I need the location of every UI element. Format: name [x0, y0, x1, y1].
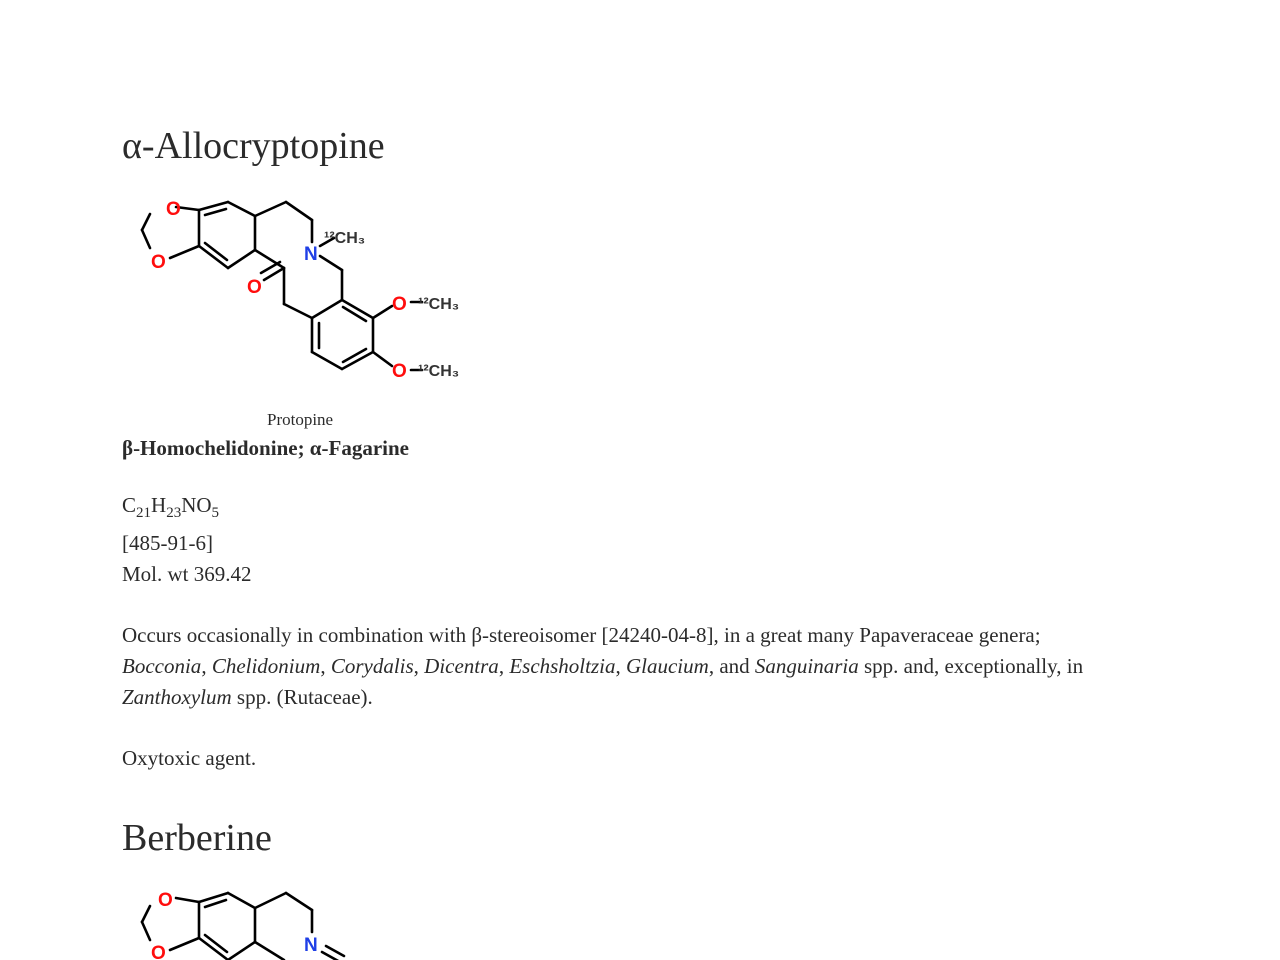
formula-subscript: 23 [166, 505, 182, 521]
separator: , [320, 654, 331, 678]
formula-subscript: 5 [211, 505, 220, 521]
oxygen-atom-label: O [151, 943, 166, 960]
methyl-label: ¹²CH₃ [418, 363, 460, 380]
cas-number: [485-91-6] [122, 531, 213, 555]
molecular-weight: Mol. wt 369.42 [122, 562, 252, 586]
structure-caption: Protopine [267, 410, 334, 429]
occurrence-text: spp. and, exceptionally, in [858, 654, 1084, 678]
oxygen-atom-label: O [166, 199, 181, 220]
genus-name: Glaucium [625, 654, 709, 678]
genus-name: Bocconia [122, 654, 202, 678]
molecular-formula [122, 493, 220, 521]
genus-name: Chelidonium [211, 654, 321, 678]
synonyms: β-Homochelidonine; α-Fagarine [122, 436, 410, 460]
compound-title: Berberine [122, 817, 272, 859]
methyl-label: ¹²CH₃ [418, 296, 460, 313]
formula-element: H [151, 493, 167, 517]
nitrogen-atom-label: N [304, 244, 318, 265]
separator: , [413, 654, 425, 678]
compound-title: α-Allocryptopine [122, 125, 385, 167]
separator: , [498, 654, 510, 678]
genus-name: Corydalis [330, 654, 414, 678]
chemical-structure-berberine [130, 880, 370, 960]
genus-name: Zanthoxylum [122, 685, 232, 709]
formula-element: NO [181, 493, 212, 517]
genus-name: Eschsholtzia [509, 654, 616, 678]
oxygen-atom-label: O [158, 890, 173, 911]
occurrence-paragraph [122, 620, 1102, 713]
oxygen-atom-label: O [247, 277, 262, 298]
formula-subscript: 21 [136, 505, 152, 521]
separator: , [615, 654, 626, 678]
oxygen-atom-label: O [392, 294, 407, 315]
oxygen-atom-label: O [392, 361, 407, 382]
genus-name: Sanguinaria [754, 654, 859, 678]
occurrence-text: spp. (Rutaceae). [231, 685, 373, 709]
separator: , [201, 654, 212, 678]
methyl-label: ¹²CH₃ [324, 230, 366, 247]
activity-text: Oxytoxic agent. [122, 746, 257, 770]
chemical-structure-allocryptopine [130, 190, 480, 390]
genus-name: Dicentra [424, 654, 499, 678]
occurrence-text: Occurs occasionally in combination with β-stereoisomer [24240-04-8], in a great many Papaveraceae genera; [122, 623, 1041, 647]
formula-element: C [122, 493, 137, 517]
nitrogen-atom-label: N [304, 935, 318, 956]
separator: , and [708, 654, 755, 678]
oxygen-atom-label: O [151, 252, 166, 273]
